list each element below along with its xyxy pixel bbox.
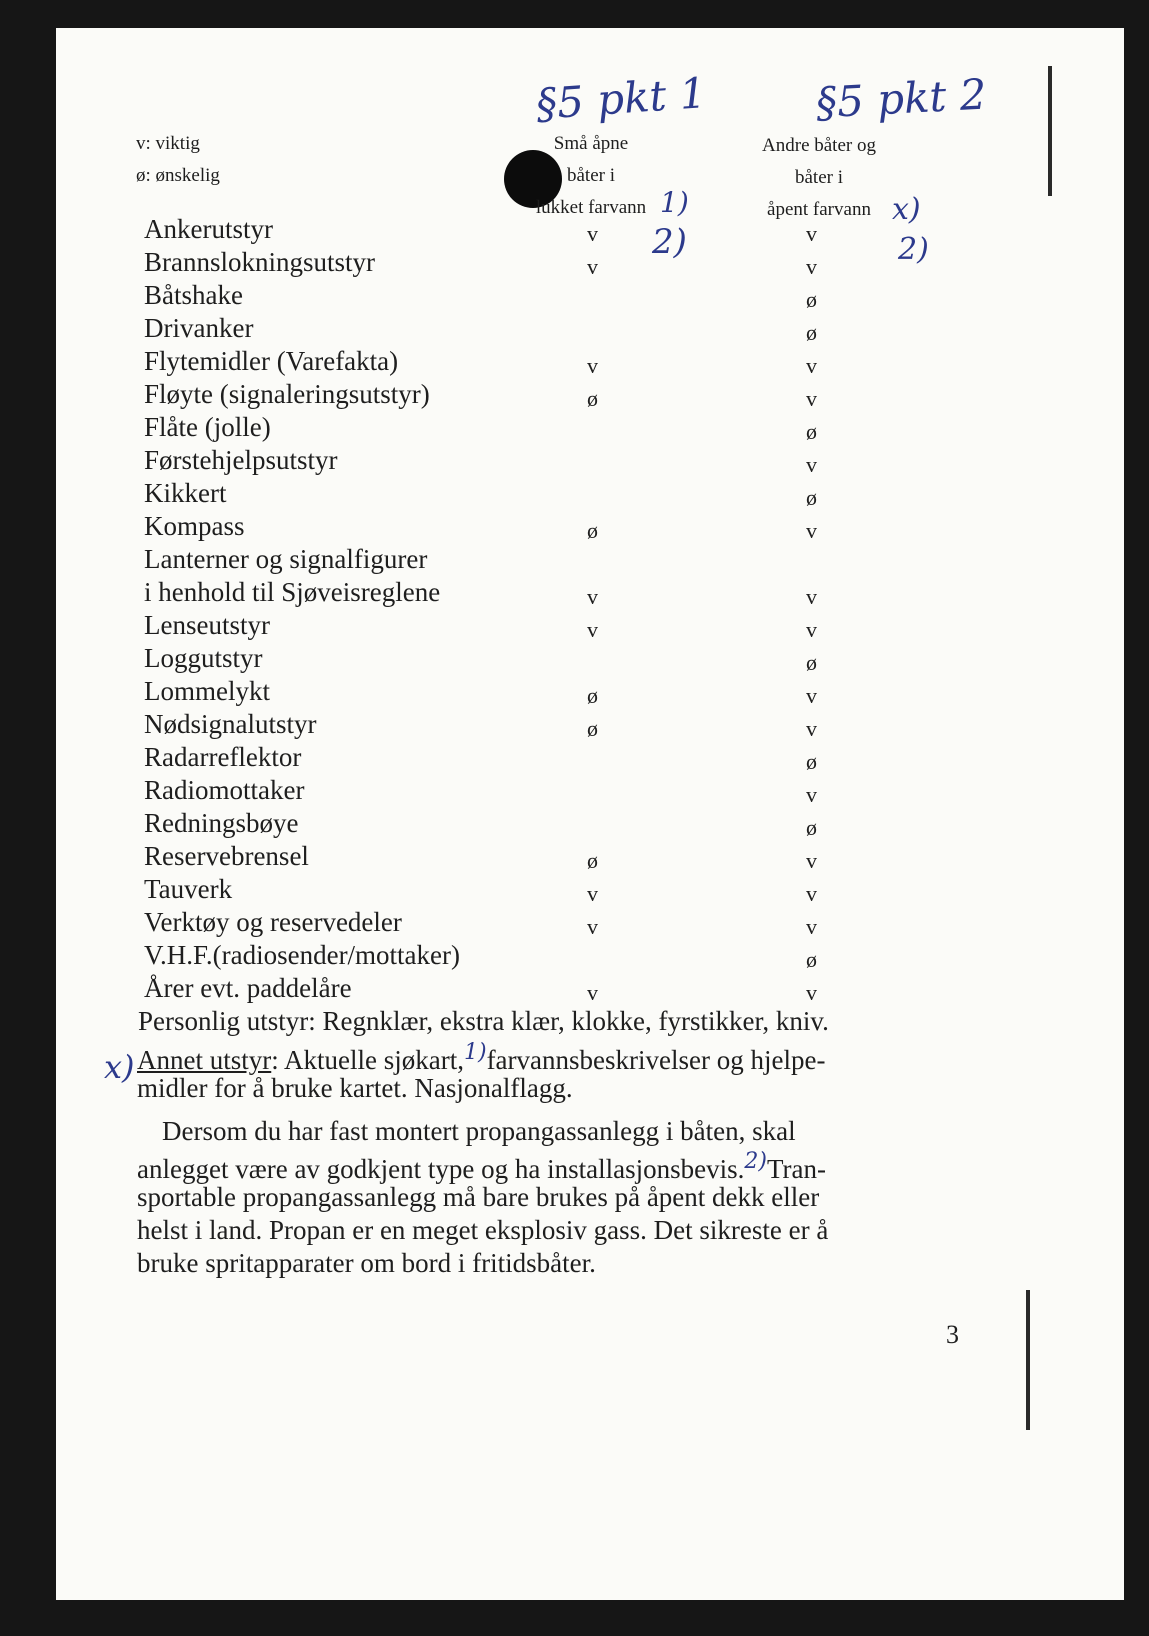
mark-other: v	[806, 716, 817, 741]
item-name: Loggutstyr	[144, 643, 263, 673]
item-name: Tauverk	[144, 874, 233, 904]
mark-small: ø	[587, 386, 598, 411]
handwritten-footnote-2: 2)	[652, 222, 687, 262]
item-name: Lanterner og signalfigurer	[144, 544, 428, 574]
mark-other: ø	[806, 947, 817, 972]
item-name: Radarreflektor	[144, 742, 302, 772]
mark-other: ø	[806, 650, 817, 675]
legend-viktig: v: viktig	[136, 133, 200, 154]
page-number: 3	[946, 1320, 959, 1349]
mark-small: v	[587, 980, 598, 1005]
handwritten-footnote-text1: 1)	[463, 1040, 487, 1065]
item-name: Førstehjelpsutstyr	[144, 445, 338, 475]
item-name: V.H.F.(radiosender/mottaker)	[144, 940, 461, 970]
paragraph-line-5: bruke spritapparater om bord i fritidsbåter.	[137, 1248, 596, 1278]
mark-other: v	[806, 518, 817, 543]
mark-other: v	[806, 980, 817, 1005]
mark-other: v	[806, 782, 817, 807]
mark-other: v	[806, 881, 817, 906]
mark-other: ø	[806, 815, 817, 840]
handwritten-footnote-text2: 2)	[744, 1149, 767, 1174]
mark-other: ø	[806, 485, 817, 510]
mark-small: v	[587, 617, 598, 642]
item-name: Båtshake	[144, 280, 243, 310]
mark-other: v	[806, 353, 817, 378]
item-name: Lenseutstyr	[144, 610, 270, 640]
mark-small: v	[587, 353, 598, 378]
other-equipment-line: Annet utstyr: Aktuelle sjøkart,$^{1)}$farvannsbeskrivelser og hjelpe-	[137, 1040, 826, 1075]
handwritten-heading-right: §5 pkt 2	[814, 69, 988, 128]
personal-equipment-line: Personlig utstyr: Regnklær, ekstra klær, klokke, fyrstikker, kniv.	[138, 1006, 829, 1036]
mark-other: v	[806, 914, 817, 939]
legend-onskelig: ø: ønskelig	[136, 165, 220, 186]
handwritten-heading-left: §5 pkt 1	[534, 68, 708, 129]
handwritten-margin-x: x)	[104, 1048, 135, 1086]
mark-small: v	[587, 584, 598, 609]
mark-small: v	[587, 221, 598, 246]
item-name: Redningsbøye	[144, 808, 299, 838]
item-name: Drivanker	[144, 313, 254, 343]
mark-small: v	[587, 881, 598, 906]
edge-mark	[1026, 1290, 1030, 1430]
mark-other: v	[806, 584, 817, 609]
item-name: Nødsignalutstyr	[144, 709, 317, 739]
mark-other: v	[806, 617, 817, 642]
item-name: i henhold til Sjøveisreglene	[144, 577, 441, 607]
mark-other: v	[806, 848, 817, 873]
item-name: Radiomottaker	[144, 775, 305, 805]
item-name: Lommelykt	[144, 676, 270, 706]
paragraph-line-2: anlegget være av godkjent type og ha installasjonsbevis.$^{2)}$Tran-	[137, 1149, 826, 1184]
mark-other: ø	[806, 287, 817, 312]
item-name: Reservebrensel	[144, 841, 309, 871]
column-header-other-boats: Andre båter og båter i åpent farvann	[762, 135, 876, 220]
mark-small: v	[587, 914, 598, 939]
item-name: Kompass	[144, 511, 245, 541]
mark-other: v	[806, 386, 817, 411]
item-name: Årer evt. paddelåre	[144, 973, 352, 1003]
mark-small: ø	[587, 518, 598, 543]
item-name: Verktøy og reservedeler	[144, 907, 402, 937]
item-name: Fløyte (signaleringsutstyr)	[144, 379, 430, 409]
mark-other: ø	[806, 419, 817, 444]
paragraph-line-1: Dersom du har fast montert propangassanlegg i båten, skal	[162, 1116, 796, 1146]
item-name: Ankerutstyr	[144, 214, 273, 244]
mark-other: v	[806, 452, 817, 477]
mark-other: v	[806, 254, 817, 279]
item-name: Brannslokningsutstyr	[144, 247, 376, 277]
paragraph-line-3: sportable propangassanlegg må bare brukes på åpent dekk eller	[137, 1182, 820, 1212]
item-name: Kikkert	[144, 478, 227, 508]
mark-other: v	[806, 221, 817, 246]
handwritten-footnote-1: 1)	[660, 186, 689, 219]
mark-small: ø	[587, 683, 598, 708]
document-page	[56, 28, 1124, 1600]
mark-other: ø	[806, 749, 817, 774]
handwritten-footnote-2b: 2)	[898, 232, 929, 267]
column-header-small-boats: Små åpne båter i lukket farvann	[535, 133, 647, 218]
item-name: Flåte (jolle)	[144, 412, 271, 442]
mark-other: v	[806, 683, 817, 708]
mark-small: ø	[587, 716, 598, 741]
edge-mark	[1048, 66, 1052, 196]
item-name: Flytemidler (Varefakta)	[144, 346, 399, 376]
mark-other: ø	[806, 320, 817, 345]
paragraph-line-4: helst i land. Propan er en meget eksplosiv gass. Det sikreste er å	[137, 1215, 829, 1245]
other-equipment-line2: midler for å bruke kartet. Nasjonalflagg.	[137, 1073, 573, 1103]
mark-small: ø	[587, 848, 598, 873]
mark-small: v	[587, 254, 598, 279]
handwritten-x-footnote: x)	[892, 192, 921, 227]
other-equipment-label: Annet utstyr	[137, 1045, 272, 1075]
